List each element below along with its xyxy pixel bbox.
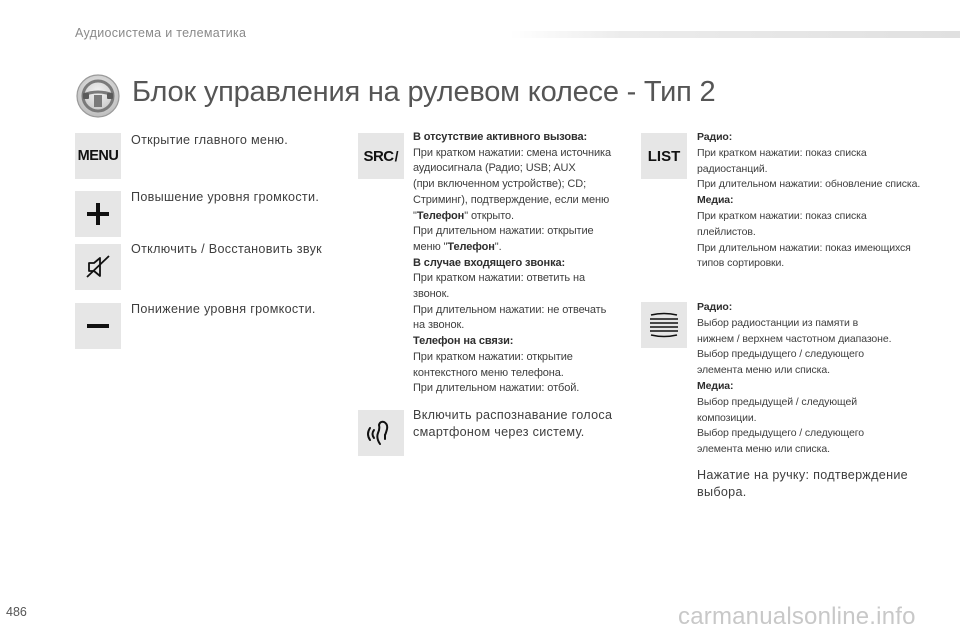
list-line: При длительном нажатии: обновление списка. [697,178,921,191]
src-heading-on-call: Телефон на связи: [413,335,514,348]
volume-down-description: Понижение уровня громкости. [131,302,316,316]
wheel-line: Выбор предыдущей / следующей [697,395,857,408]
page-number: 486 [6,605,27,619]
wheel-line: Выбор предыдущего / следующего [697,348,864,361]
list-line: При кратком нажатии: показ списка [697,146,867,159]
wheel-press-description [697,467,908,501]
list-line: При кратком нажатии: показ списка [697,209,867,222]
wheel-line: элемента меню или списка. [697,364,830,377]
list-heading-radio: Радио: [697,131,733,143]
section-header: Аудиосистема и телематика [75,26,247,40]
mute-description: Отключить / Восстановить звук [131,242,322,256]
list-button-label: LIST [647,147,681,165]
src-line: на звонок. [413,319,465,332]
wheel-press-line: выбора. [697,485,747,499]
list-line: радиостанций. [697,162,768,175]
src-line: меню "Телефон". [413,240,502,253]
plus-icon [75,191,121,237]
wheel-description [697,300,891,458]
header-bar [510,31,960,38]
thumbwheel-icon [641,302,687,348]
page-title: Блок управления на рулевом колесе - Тип 2 [132,76,716,108]
src-line: При кратком нажатии: открытие [413,350,573,363]
src-line: аудиосигнала (Радио; USB; AUX [413,162,576,175]
wheel-heading-radio: Радио: [697,301,733,313]
src-slash-icon: / [394,148,399,164]
wheel-line: Выбор предыдущего / следующего [697,427,864,440]
steering-wheel-icon [75,73,121,119]
list-heading-media: Медиа: [697,194,734,207]
src-line: Стриминг), подтверждение, если меню [413,193,610,206]
src-line: контекстного меню телефона. [413,366,564,379]
voice-line: Включить распознавание голоса [413,408,613,422]
src-line: "Телефон" открыто. [413,209,515,222]
src-line: При длительном нажатии: открытие [413,225,594,238]
menu-button-icon [75,133,121,179]
wheel-line: Выбор радиостанции из памяти в [697,316,859,329]
src-heading-incoming: В случае входящего звонка: [413,256,566,269]
list-description [697,130,920,272]
voice-command-icon [358,410,404,456]
list-line: типов сортировки. [697,257,785,270]
list-button-icon [641,133,687,179]
src-button-label: SRC [363,147,394,165]
volume-up-description: Повышение уровня громкости. [131,190,320,204]
menu-description: Открытие главного меню. [131,133,289,147]
src-line: При длительном нажатии: не отвечать [413,303,607,316]
src-line: При кратком нажатии: смена источника [413,146,611,159]
wheel-line: композиции. [697,411,757,424]
menu-button-label: MENU [77,148,119,164]
src-line: При длительном нажатии: отбой. [413,382,580,395]
src-description [413,130,611,397]
voice-line: смартфоном через систему. [413,425,585,439]
src-line: При кратком нажатии: ответить на [413,272,585,285]
minus-icon [75,303,121,349]
wheel-heading-media: Медиа: [697,379,734,392]
src-button-icon [358,133,404,179]
watermark: carmanualsonline.info [678,603,916,630]
voice-description [413,407,612,441]
src-line: звонок. [413,288,450,301]
wheel-line: элемента меню или списка. [697,443,830,456]
wheel-press-line: Нажатие на ручку: подтверждение [697,468,908,482]
mute-icon [75,244,121,290]
src-line: (при включенном устройстве); CD; [413,178,587,191]
list-line: плейлистов. [697,225,756,238]
list-line: При длительном нажатии: показ имеющихся [697,241,911,254]
wheel-line: нижнем / верхнем частотном диапазоне. [697,332,892,345]
src-heading-no-call: В отсутствие активного вызова: [413,131,588,143]
